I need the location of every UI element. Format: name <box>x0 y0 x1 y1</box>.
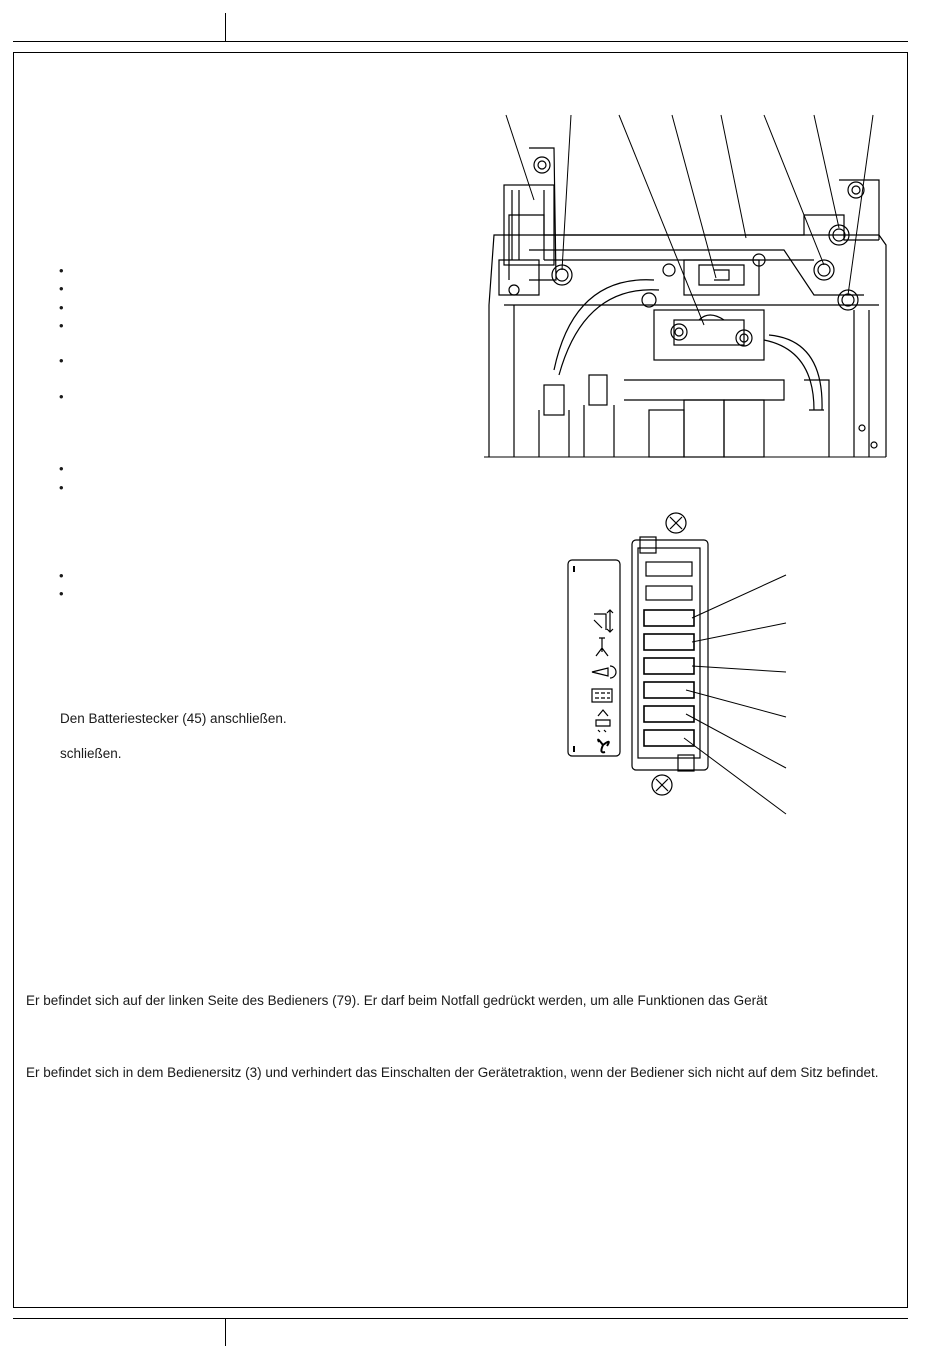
header-divider <box>225 13 226 42</box>
machine-figure <box>484 110 894 460</box>
footer-divider <box>225 1318 226 1346</box>
horn-icon <box>592 666 616 678</box>
emergency-button-text: Er befindet sich auf der linken Seite des Bedieners (79). Er darf beim Notfall gedrückt werden, um alle Funktionen das Gerät <box>26 993 768 1008</box>
header-rule <box>13 41 908 42</box>
bullet-8: • <box>59 480 64 495</box>
close-text: schließen. <box>60 746 122 761</box>
bullet-5: • <box>59 353 64 368</box>
bullet-1: • <box>59 263 64 278</box>
bullet-3: • <box>59 300 64 315</box>
vacuum-icon <box>596 638 608 656</box>
bullet-2: • <box>59 281 64 296</box>
fan-icon <box>598 740 609 753</box>
water-pump-icon <box>596 710 610 732</box>
fuse-box-figure <box>566 510 806 820</box>
bullet-10: • <box>59 586 64 601</box>
bullet-4: • <box>59 318 64 333</box>
display-icon <box>592 689 612 702</box>
footer-rule <box>13 1318 908 1319</box>
bullet-9: • <box>59 568 64 583</box>
bullet-6: • <box>59 389 64 404</box>
bullet-7: • <box>59 461 64 476</box>
connect-battery-text: Den Batteriestecker (45) anschließen. <box>60 711 287 726</box>
seat-switch-text: Er befindet sich in dem Bedienersitz (3) und verhindert das Einschalten der Gerätetraktion, wenn der Bediener sich nicht auf dem Sitz befindet. <box>26 1065 879 1080</box>
brush-lift-icon <box>594 610 613 632</box>
